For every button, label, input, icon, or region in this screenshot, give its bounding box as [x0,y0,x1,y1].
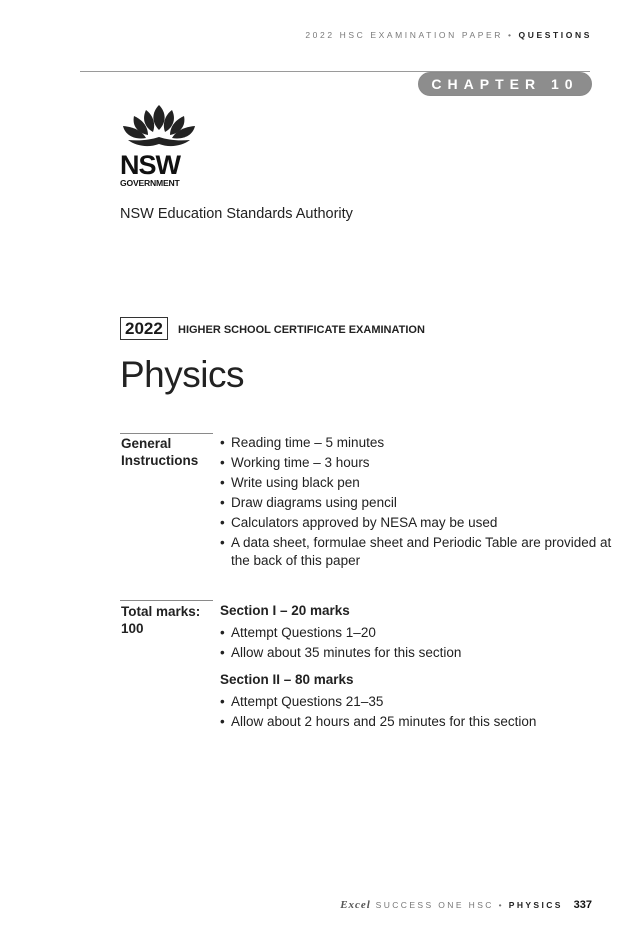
section-2-item: • Allow about 2 hours and 25 minutes for this section [220,713,640,731]
instruction-item: • Draw diagrams using pencil [220,494,640,512]
section-1-item: • Allow about 35 minutes for this section [220,644,640,662]
logo-wordmark: NSW [120,150,180,180]
chapter-tab: CHAPTER 10 [418,72,592,96]
authority-name: NSW Education Standards Authority [120,206,353,222]
instruction-item: • A data sheet, formulae sheet and Periodic Table are provided at the back of this paper [220,534,640,570]
total-marks-rule [120,600,213,601]
section-2-heading: Section II – 80 marks [220,672,354,687]
exam-year: 2022 [120,317,168,340]
running-header [305,30,592,40]
instruction-item: • Write using black pen [220,474,640,492]
instruction-item: • Working time – 3 hours [220,454,640,472]
footer-brand: Excel [340,899,371,911]
nsw-government-logo [120,104,200,188]
instruction-item: • Reading time – 5 minutes [220,434,640,452]
section-2-item: • Attempt Questions 21–35 [220,693,640,711]
section-1-item: • Attempt Questions 1–20 [220,624,640,642]
exam-name: HIGHER SCHOOL CERTIFICATE EXAMINATION [178,324,425,336]
general-instructions-list [220,434,640,572]
logo-subtitle: GOVERNMENT [120,178,180,188]
general-instructions-label: General Instructions [121,436,199,468]
general-rule [120,433,213,434]
subject-title: Physics [120,354,244,395]
footer-series: SUCCESS ONE HSC [375,900,494,910]
waratah-icon [120,104,198,150]
page-number: 337 [573,899,592,911]
footer-subject: PHYSICS [508,900,563,910]
footer-separator: • [498,900,504,910]
running-footer [340,899,592,911]
header-section: QUESTIONS [518,30,592,40]
header-title: 2022 HSC EXAMINATION PAPER [305,30,504,40]
header-separator: • [507,30,514,40]
instruction-item: • Calculators approved by NESA may be used [220,514,640,532]
sections-block [220,603,640,733]
section-1-heading: Section I – 20 marks [220,603,350,618]
total-marks-label: Total marks: 100 [121,604,201,636]
